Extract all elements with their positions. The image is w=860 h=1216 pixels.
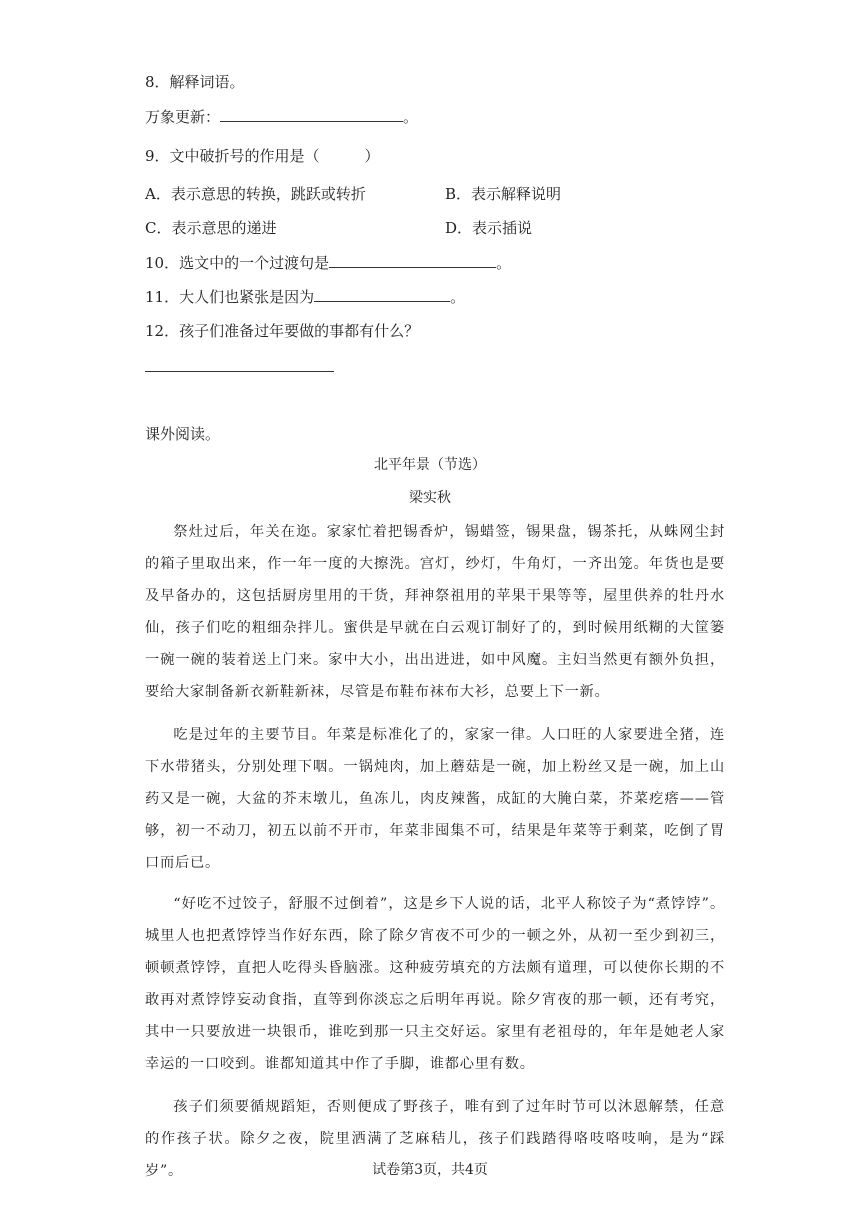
question-8-term: 万象更新： [145, 108, 221, 126]
option-a[interactable]: A．表示意思的转换，跳跃或转折 [145, 185, 366, 203]
article-paragraph-1: 祭灶过后，年关在迩。家家忙着把锡香炉，锡蜡签，锡果盘，锡茶托，从蛛网尘封的箱子里取出来，作一年一度的大擦洗。宫灯，纱灯，牛角灯，一齐出笼。年货也是要及早备办的，这包括厨房里用的干货，拜神祭祖用的苹果干果等等，屋里供养的牡丹水仙，孩子们吃的粗细杂拌儿。蜜供是早就在白云观订制好了的，到时候用纸糊的大筐篓一碗一碗的装着送上门来。家中大小，出出进进，如中风魔。主妇当然更有额外负担，要给大家制备新衣新鞋新袜，尽管是布鞋布袜布大衫，总要上下一新。 [145, 524, 725, 700]
option-b[interactable]: B．表示解释说明 [445, 185, 562, 203]
question-9-label: 9．文中破折号的作用是（ ） [145, 147, 380, 165]
reading-heading: 课外阅读。 [145, 425, 221, 443]
option-d[interactable]: D．表示插说 [445, 219, 533, 237]
question-11-row [145, 287, 465, 307]
question-8-label: 8．解释词语。 [145, 73, 245, 91]
question-8-end: 。 [403, 108, 419, 126]
question-10-row [145, 253, 511, 273]
article-paragraph-2: 吃是过年的主要节目。年菜是标准化了的，家家一律。人口旺的人家要进全猪，连下水带猪头，分别处理下咽。一锅炖肉，加上蘑菇是一碗，加上粉丝又是一碗，加上山药又是一碗，大盆的芥末墩儿，鱼冻儿，肉皮辣酱，成缸的大腌白菜，芥菜疙瘩——管够，初一不动刀，初五以前不开市，年菜非囤集不可，结果是年菜等于剩菜，吃倒了胃口而后已。 [145, 727, 725, 871]
answer-line-q12[interactable] [145, 371, 334, 372]
article-paragraph-4: 孩子们须要循规蹈矩，否则便成了野孩子，唯有到了过年时节可以沐恩解禁，任意的作孩子状。除夕之夜，院里洒满了芝麻秸儿，孩子们践踏得咯吱咯吱响，是为“踩岁”。 [145, 1099, 725, 1179]
question-8-term-row [145, 107, 418, 127]
question-11-label: 11．大人们也紧张是因为 [145, 288, 315, 306]
article-author: 梁实秋 [409, 490, 451, 506]
question-10-label: 10．选文中的一个过渡句是 [145, 254, 330, 272]
page-footer: 试卷第3页，共4页 [372, 1162, 488, 1178]
question-11-end: 。 [450, 288, 466, 306]
answer-blank-q8[interactable] [220, 107, 403, 122]
article-paragraph-3: “好吃不过饺子，舒服不过倒着”，这是乡下人说的话，北平人称饺子为“煮饽饽”。城里人也把煮饽饽当作好东西，除了除夕宵夜不可少的一顿之外，从初一至少到初三，顿顿煮饽饽，直把人吃得头昏脑涨。这种疲劳填充的方法颇有道理，可以使你长期的不敢再对煮饽饽妄动食指，直等到你淡忘之后明年再说。除夕宵夜的那一顿，还有考究，其中一只要放进一块银币，谁吃到那一只主交好运。家里有老祖母的，年年是她老人家幸运的一口咬到。谁都知道其中作了手脚，谁都心里有数。 [145, 896, 725, 1072]
article-title: 北平年景（节选） [374, 457, 486, 473]
answer-blank-q11[interactable] [314, 287, 450, 302]
answer-blank-q10[interactable] [329, 253, 496, 268]
question-10-end: 。 [496, 254, 512, 272]
option-c[interactable]: C．表示意思的递进 [145, 219, 277, 237]
question-12-label: 12．孩子们准备过年要做的事都有什么？ [145, 322, 420, 340]
